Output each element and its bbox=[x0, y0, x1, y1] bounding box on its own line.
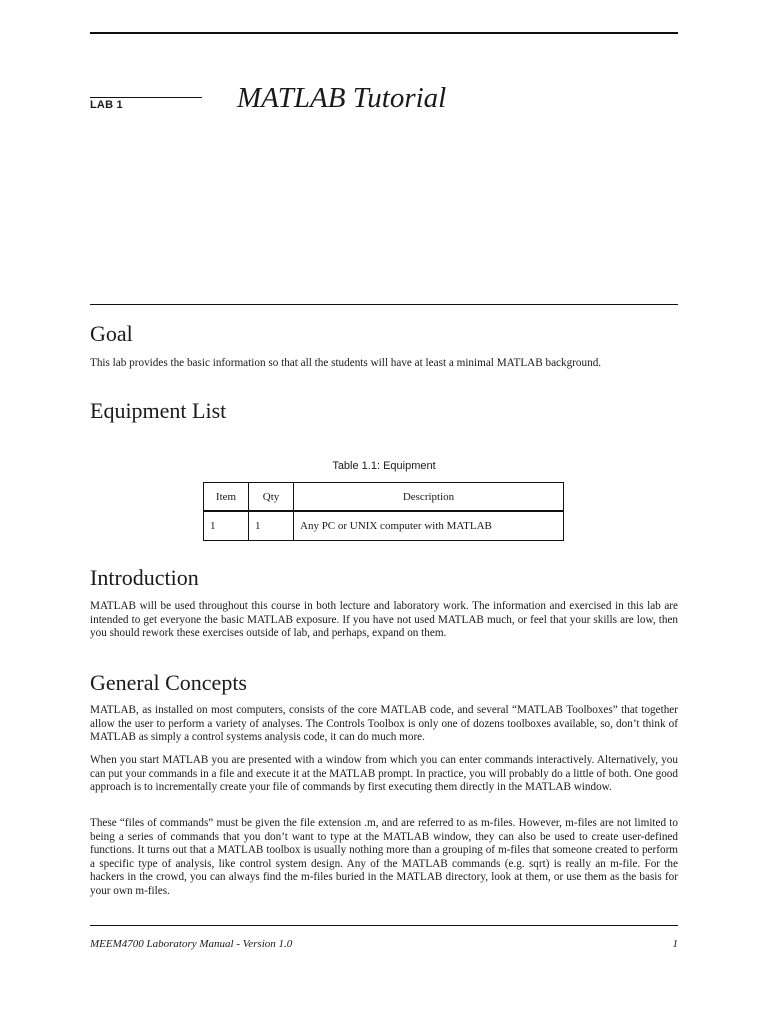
section-rule bbox=[90, 304, 678, 305]
column-header-qty: Qty bbox=[249, 483, 294, 512]
footer-page-number: 1 bbox=[672, 938, 678, 950]
general-concepts-paragraph-1: MATLAB, as installed on most computers, consists of the core MATLAB code, and several “MATLAB Toolboxes” that together allow the user to perform a variety of analyses. The Controls Toolbox is only one of dozens toolboxes available, so, don’t think of MATLAB as simply a control systems analysis code, it can do much more. bbox=[90, 704, 678, 744]
goal-heading: Goal bbox=[90, 321, 133, 346]
cell-item: 1 bbox=[204, 511, 249, 541]
equipment-heading: Equipment List bbox=[90, 398, 227, 423]
general-concepts-paragraph-2: When you start MATLAB you are presented with a window from which you can enter commands interactively. Alternatively, you can put your commands in a file and execute it at the MATLAB prompt. In practice, you will probably do a little of both. One good approach is to incrementally create your file of commands by first executing them directly in the MATLAB window. bbox=[90, 754, 678, 794]
column-header-description: Description bbox=[294, 483, 564, 512]
cell-qty: 1 bbox=[249, 511, 294, 541]
chapter-title: MATLAB Tutorial bbox=[237, 82, 447, 114]
equipment-table bbox=[203, 482, 564, 541]
general-concepts-paragraph-3: These “files of commands” must be given the file extension .m, and are referred to as m-files. However, m-files are not limited to being a series of commands that you don’t want to type at the MATLAB window, they can also be used to create user-defined functions. It turns out that a MATLAB toolbox is usually nothing more than a grouping of m-files that someone created to perform a specific type of analysis, like control system design. Any of the MATLAB commands (e.g. sqrt) is really an m-file. For the hackers in the crowd, you can always find the m-files buried in the MATLAB directory, look at them, or use them as the basis for your own m-files. bbox=[90, 817, 678, 897]
goal-text: This lab provides the basic information so that all the students will have at least a minimal MATLAB background. bbox=[90, 357, 602, 369]
footer-rule bbox=[90, 925, 678, 926]
top-rule bbox=[90, 32, 678, 34]
lab-label-rule bbox=[90, 97, 202, 98]
introduction-heading: Introduction bbox=[90, 565, 199, 590]
cell-description: Any PC or UNIX computer with MATLAB bbox=[294, 511, 564, 541]
general-concepts-heading: General Concepts bbox=[90, 670, 247, 695]
footer-manual-title: MEEM4700 Laboratory Manual - Version 1.0 bbox=[90, 938, 293, 950]
lab-label: LAB 1 bbox=[90, 99, 123, 111]
table-caption: Table 1.1: Equipment bbox=[332, 460, 436, 472]
column-header-item: Item bbox=[204, 483, 249, 512]
table-row bbox=[204, 511, 564, 541]
table-header-row bbox=[204, 483, 564, 512]
introduction-text: MATLAB will be used throughout this course in both lecture and laboratory work. The information and exercised in this lab are intended to get everyone the basic MATLAB exposure. If you have not used MATLAB much, or feel that your skills are low, then you should rework these exercises outside of lab, and perhaps, expand on them. bbox=[90, 600, 678, 640]
